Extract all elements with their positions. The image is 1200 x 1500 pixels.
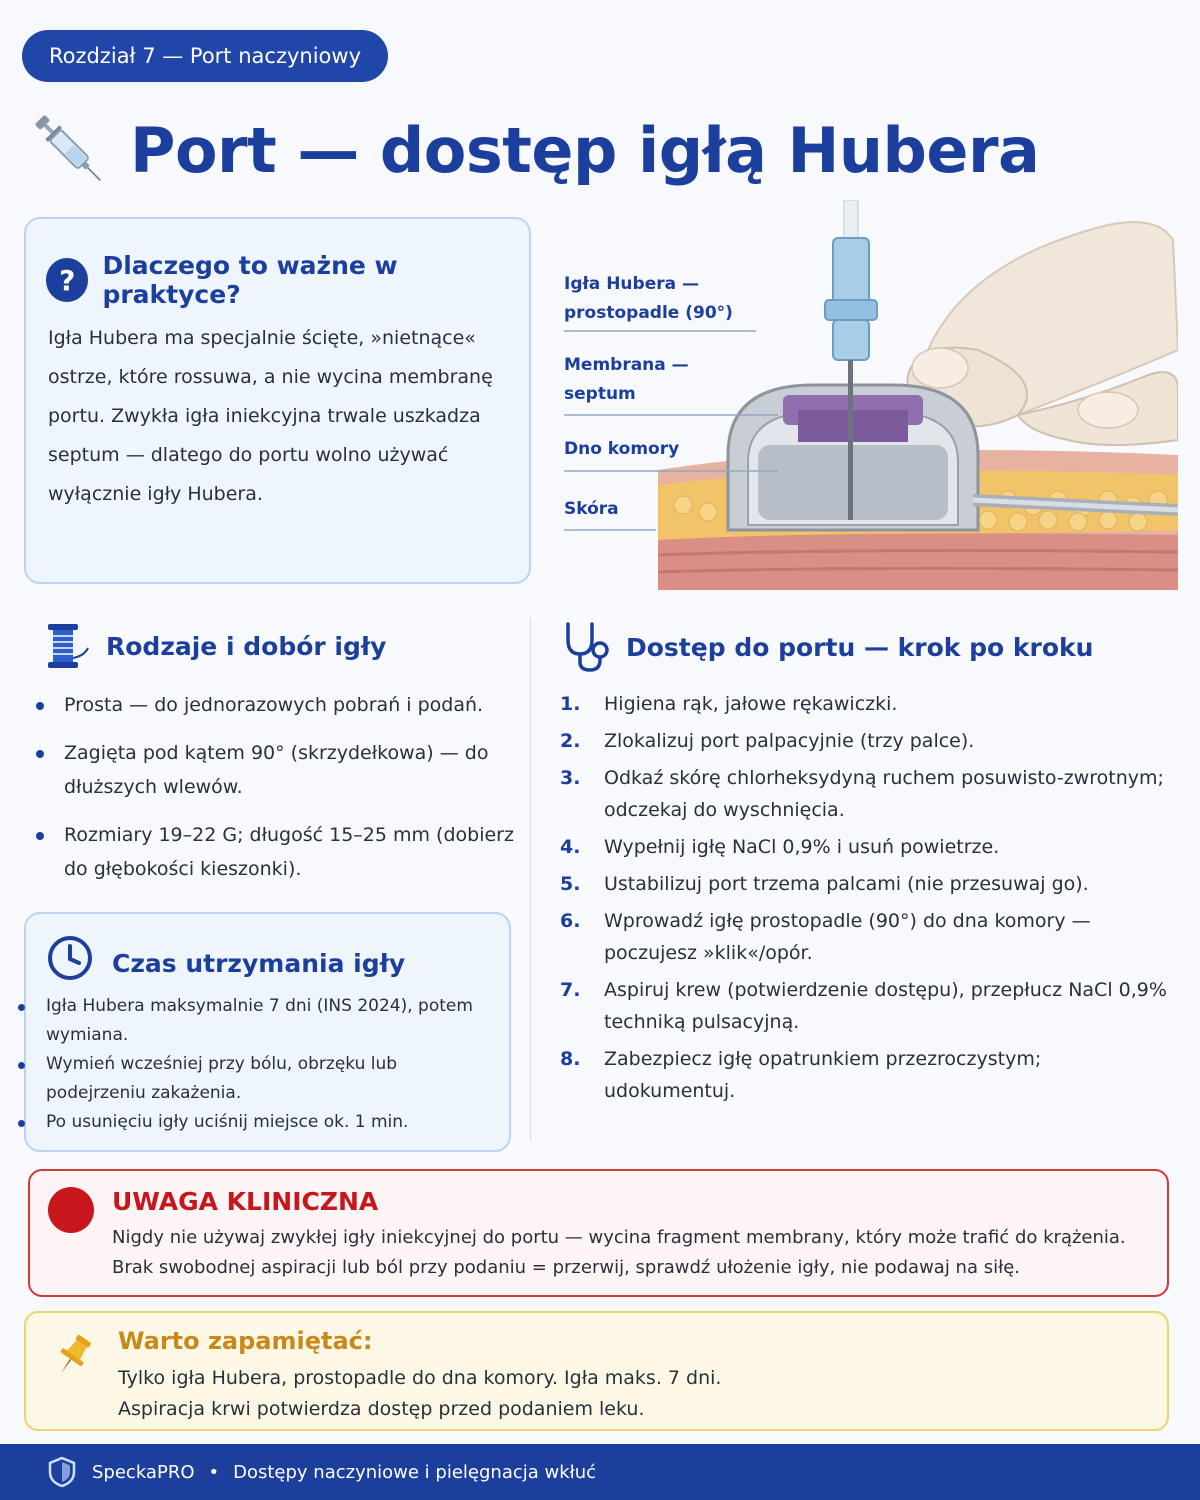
step-item bbox=[560, 831, 1170, 863]
chapter-badge: Rozdział 7 — Port naczyniowy bbox=[22, 30, 388, 82]
time-card-title: Czas utrzymania igły bbox=[112, 948, 406, 978]
steps-title: Dostęp do portu — krok po kroku bbox=[626, 632, 1094, 662]
step-text: Aspiruj krew (potwierdzenie dostępu), przepłucz NaCl 0,9% techniką pulsacyjną. bbox=[604, 979, 1167, 1033]
label-septum: Membrana — septum bbox=[564, 355, 689, 404]
page-title: Port — dostęp igłą Hubera bbox=[130, 113, 1040, 187]
step-item bbox=[560, 762, 1170, 826]
types-header bbox=[44, 620, 386, 672]
why-card-header bbox=[46, 251, 529, 309]
alert-dot-icon bbox=[48, 1187, 94, 1233]
remember-line: Tylko igła Hubera, prostopadle do dna komory. Igła maks. 7 dni. bbox=[118, 1367, 722, 1389]
why-card-title: Dlaczego to ważne w praktyce? bbox=[102, 251, 398, 309]
step-item bbox=[560, 688, 1170, 720]
column-divider bbox=[530, 618, 531, 1140]
alert-title: UWAGA KLINICZNA bbox=[112, 1187, 379, 1216]
title-row bbox=[30, 100, 1039, 200]
list-item: Igła Hubera maksymalnie 7 dni (INS 2024), potem wymiana. bbox=[18, 992, 498, 1050]
step-number: 1. bbox=[560, 693, 581, 715]
port-illustration bbox=[548, 200, 1178, 590]
step-item bbox=[560, 905, 1170, 969]
footer-separator: • bbox=[208, 1461, 220, 1483]
types-title: Rodzaje i dobór igły bbox=[106, 631, 387, 661]
step-text: Higiena rąk, jałowe rękawiczki. bbox=[604, 693, 898, 715]
list-item: Po usunięciu igły uciśnij miejsce ok. 1 min. bbox=[18, 1108, 498, 1137]
step-number: 8. bbox=[560, 1048, 581, 1070]
why-card bbox=[24, 217, 531, 584]
label-skin: Skóra bbox=[564, 499, 619, 519]
step-item bbox=[560, 974, 1170, 1038]
list-item: Wymień wcześniej przy bólu, obrzęku lub podejrzeniu zakażenia. bbox=[18, 1050, 498, 1108]
syringe-icon bbox=[30, 105, 110, 195]
list-item: Zagięta pod kątem 90° (skrzydełkowa) — do dłuższych wlewów. bbox=[36, 736, 516, 804]
remember-text bbox=[118, 1363, 721, 1425]
remember-title: Warto zapamiętać: bbox=[118, 1327, 373, 1355]
list-item: Rozmiary 19–22 G; długość 15–25 mm (dobierz do głębokości kieszonki). bbox=[36, 818, 516, 886]
step-text: Wypełnij igłę NaCl 0,9% i usuń powietrze. bbox=[604, 836, 1000, 858]
alert-text: Nigdy nie używaj zwykłej igły iniekcyjnej do portu — wycina fragment membrany, który może trafić do krążenia. Brak swobodnej aspiracji lub ból przy podaniu = przerwij, sprawdź ułożenie igły, nie podawaj na siłę. bbox=[112, 1227, 1126, 1278]
steps-list bbox=[560, 688, 1170, 1112]
step-item bbox=[560, 725, 1170, 757]
shield-icon bbox=[48, 1456, 76, 1488]
step-item bbox=[560, 868, 1170, 900]
step-text: Zlokalizuj port palpacyjnie (trzy palce). bbox=[604, 730, 975, 752]
step-text: Odkaź skórę chlorheksydyną ruchem posuwisto-zwrotnym; odczekaj do wyschnięcia. bbox=[604, 767, 1164, 821]
step-text: Wprowadź igłę prostopadle (90°) do dna komory — poczujesz »klik«/opór. bbox=[604, 910, 1091, 964]
remember-box bbox=[24, 1311, 1169, 1431]
clock-icon bbox=[46, 934, 94, 982]
step-number: 4. bbox=[560, 836, 581, 858]
pushpin-icon bbox=[48, 1331, 98, 1381]
steps-header bbox=[560, 620, 1093, 674]
types-list bbox=[36, 688, 516, 900]
why-card-text: Igła Hubera ma specjalnie ścięte, »nietnące« ostrze, które rossuwa, a nie wycina membranę portu. Zwykła igła iniekcyjna trwale uszkadza septum — dlatego do portu wolno używać wyłącznie igły Hubera. bbox=[48, 327, 493, 505]
time-card-header bbox=[46, 934, 405, 982]
step-number: 2. bbox=[560, 730, 581, 752]
step-number: 5. bbox=[560, 873, 581, 895]
clinical-alert bbox=[28, 1169, 1169, 1297]
list-item: Prosta — do jednorazowych pobrań i podań. bbox=[36, 688, 516, 722]
remember-line: Aspiracja krwi potwierdza dostęp przed podaniem leku. bbox=[118, 1398, 645, 1420]
label-chamber-floor: Dno komory bbox=[564, 439, 680, 459]
footer-text: Dostępy naczyniowe i pielęgnacja wkłuć bbox=[233, 1461, 597, 1483]
step-number: 6. bbox=[560, 910, 581, 932]
time-list bbox=[18, 992, 498, 1137]
step-text: Ustabilizuj port trzema palcami (nie przesuwaj go). bbox=[604, 873, 1089, 895]
stethoscope-icon bbox=[560, 620, 612, 674]
step-number: 3. bbox=[560, 767, 581, 789]
footer bbox=[0, 1444, 1200, 1500]
label-needle: Igła Hubera — prostopadle (90°) bbox=[564, 274, 733, 323]
thread-spool-icon bbox=[44, 620, 92, 672]
step-text: Zabezpiecz igłę opatrunkiem przezroczystym; udokumentuj. bbox=[604, 1048, 1042, 1102]
step-number: 7. bbox=[560, 979, 581, 1001]
footer-brand: SpeckaPRO bbox=[92, 1461, 195, 1483]
question-icon: ? bbox=[46, 258, 88, 302]
step-item bbox=[560, 1043, 1170, 1107]
